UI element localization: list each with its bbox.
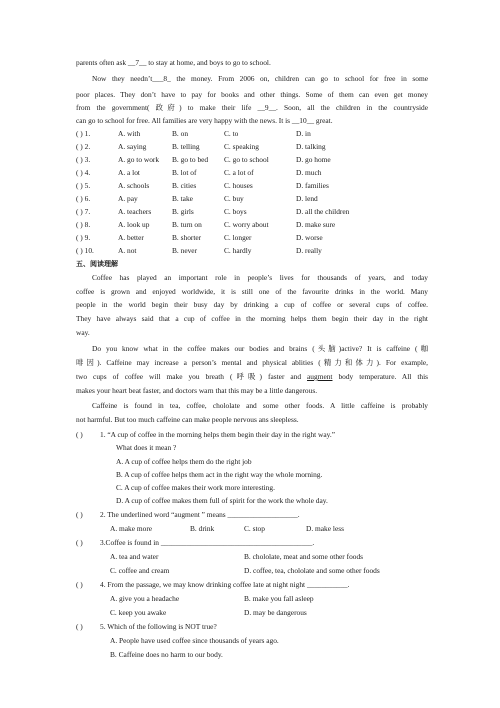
option-c: C. to: [224, 129, 239, 138]
option-d: D. coffee, tea, chololate and some other foods: [244, 566, 380, 575]
option-a: A. People have used coffee since thousands of years ago.: [110, 636, 279, 645]
reading-line: not harmful. But too much caffeine can make people nervous ans sleepless.: [76, 415, 299, 424]
reading-line: two cups of coffee will make you breath (呼吸) faster and augment body temperature. All this: [76, 372, 428, 381]
option-c: C. coffee and cream: [110, 566, 170, 575]
reading-line: coffee is grown and enjoyed worldwide, it is still one of the favourite drinks in the world. Many: [76, 287, 428, 296]
option-d: D. worse: [296, 233, 323, 242]
cloze-option-row: [76, 142, 428, 152]
option-b: B. turn on: [172, 220, 202, 229]
question-text: 4. From the passage, we may know drinking coffee late at night night ___________.: [100, 580, 350, 589]
option-a: A. look up: [118, 220, 150, 229]
reading-line: 啡因). Caffeine may increase a person’s mental and physical ablities (精力和体力). For example,: [76, 358, 428, 367]
option-b: B. A cup of coffee helps them act in the right way the whole morning.: [116, 470, 323, 479]
option-c: C. speaking: [224, 142, 259, 151]
underlined-word: augment: [307, 372, 333, 381]
question-number: ( ) 7.: [76, 207, 91, 216]
option-d: D. families: [296, 181, 329, 190]
option-b: B. on: [172, 129, 189, 138]
option-c: C. houses: [224, 181, 253, 190]
option-d: D. lend: [296, 194, 318, 203]
option-d: D. in: [296, 129, 311, 138]
option-a: A. better: [118, 233, 144, 242]
question-number: ( ) 2.: [76, 142, 91, 151]
answer-blank[interactable]: ( ): [76, 622, 83, 631]
cloze-option-row: [76, 246, 428, 256]
option-b: B. never: [172, 246, 198, 255]
option-a: A. tea and water: [110, 552, 159, 561]
option-b: B. go to bed: [172, 155, 209, 164]
question-number: ( ) 8.: [76, 220, 91, 229]
option-c: C. hardly: [224, 246, 252, 255]
question-number: ( ) 5.: [76, 181, 91, 190]
option-d: D. A cup of coffee makes them full of spirit for the work the whole day.: [116, 496, 328, 505]
passage-line: from the government( 政府) to make their life __9__. Soon, all the children in the countryside: [76, 103, 428, 112]
option-d: D. may be dangerous: [244, 608, 307, 617]
option-a: A. give you a headache: [110, 594, 180, 603]
option-c: C. go to school: [224, 155, 269, 164]
cloze-option-row: [76, 168, 428, 178]
option-c: C. boys: [224, 207, 247, 216]
option-a: A. schools: [118, 181, 150, 190]
option-d: D. go home: [296, 155, 331, 164]
option-a: A. with: [118, 129, 141, 138]
option-d: D. really: [296, 246, 322, 255]
cloze-option-row: [76, 181, 428, 191]
answer-blank[interactable]: ( ): [76, 538, 83, 547]
answer-blank[interactable]: ( ): [76, 510, 83, 519]
question-text: 2. The underlined word “augment ” means ___________________.: [100, 510, 300, 519]
option-a: A. a lot: [118, 168, 140, 177]
option-a: A. teachers: [118, 207, 152, 216]
option-a: A. pay: [118, 194, 138, 203]
question-number: ( ) 6.: [76, 194, 91, 203]
option-b: B. lot of: [172, 168, 197, 177]
reading-line: way.: [76, 328, 90, 337]
passage-line: Now they needn’t___8_ the money. From 2006 on, children can go to school for free in some: [92, 74, 428, 83]
cloze-option-row: [76, 194, 428, 204]
option-c: C. longer: [224, 233, 252, 242]
question-text: 3.Coffee is found in _________________________________________.: [100, 538, 315, 547]
option-c: C. worry about: [224, 220, 269, 229]
option-b: B. chololate, meat and some other foods: [244, 552, 364, 561]
option-a: A. not: [118, 246, 137, 255]
option-b: B. drink: [190, 524, 215, 533]
passage-line: poor places. They don’t have to pay for books and other things. Some of them can even get money: [76, 90, 428, 99]
question-number: ( ) 4.: [76, 168, 91, 177]
question-text: 1. “A cup of coffee in the morning helps them begin their day in the right way.”: [100, 430, 335, 439]
option-b: B. cities: [172, 181, 197, 190]
option-b: B. shorter: [172, 233, 202, 242]
option-a: A. make more: [110, 524, 153, 533]
section-heading: 五、阅读理解: [76, 260, 118, 268]
reading-line: Caffeine is found in tea, coffee, chololate and some other foods. A little caffeine is probably: [92, 401, 428, 410]
question-number: ( ) 9.: [76, 233, 91, 242]
option-b: B. take: [172, 194, 193, 203]
option-a: A. go to work: [118, 155, 160, 164]
option-b: B. telling: [172, 142, 200, 151]
option-c: C. buy: [224, 194, 244, 203]
answer-blank[interactable]: ( ): [76, 430, 83, 439]
cloze-option-row: [76, 233, 428, 243]
reading-line: makes your heart beat faster, and doctors warn that this may be a little dangerous.: [76, 386, 318, 395]
option-c: C. stop: [244, 524, 265, 533]
option-a: A. saying: [118, 142, 147, 151]
question-text: 5. Which of the following is NOT true?: [100, 622, 217, 631]
passage-line: can go to school for free. All families are very happy with the news. It is __10__ great.: [76, 116, 333, 125]
cloze-option-row: [76, 220, 428, 230]
option-b: B. girls: [172, 207, 194, 216]
option-d: D. all the children: [296, 207, 350, 216]
option-d: D. talking: [296, 142, 326, 151]
reading-line: people in the world begin their busy day by drinking a cup of coffee or several cups of coffee.: [76, 300, 428, 309]
cloze-option-row: [76, 207, 428, 217]
passage-line: parents often ask __7__ to stay at home, and boys to go to school.: [76, 58, 271, 67]
option-b: B. Caffeine does no harm to our body.: [110, 650, 223, 659]
option-d: D. make less: [306, 524, 344, 533]
answer-blank[interactable]: ( ): [76, 580, 83, 589]
question-number: ( ) 10.: [76, 246, 94, 255]
reading-line: Coffee has played an important role in people’s lives for thousands of years, and today: [92, 273, 428, 282]
question-subtext: What does it mean ?: [116, 443, 177, 452]
option-d: D. make sure: [296, 220, 336, 229]
option-c: C. a lot of: [224, 168, 254, 177]
question-number: ( ) 1.: [76, 129, 91, 138]
cloze-option-row: [76, 129, 428, 139]
cloze-option-row: [76, 155, 428, 165]
option-b: B. make you fall asleep: [244, 594, 314, 603]
option-c: C. A cup of coffee makes their work more interesting.: [116, 483, 275, 492]
option-c: C. keep you awake: [110, 608, 167, 617]
question-number: ( ) 3.: [76, 155, 91, 164]
option-d: D. much: [296, 168, 322, 177]
reading-line: Do you know what in the coffee makes our bodies and brains (头脑)active? It is caffeine (咖: [92, 344, 428, 353]
option-a: A. A cup of coffee helps them do the right job: [116, 457, 252, 466]
reading-line: They have always said that a cup of coffee in the morning helps them begin their day in the right: [76, 314, 428, 323]
